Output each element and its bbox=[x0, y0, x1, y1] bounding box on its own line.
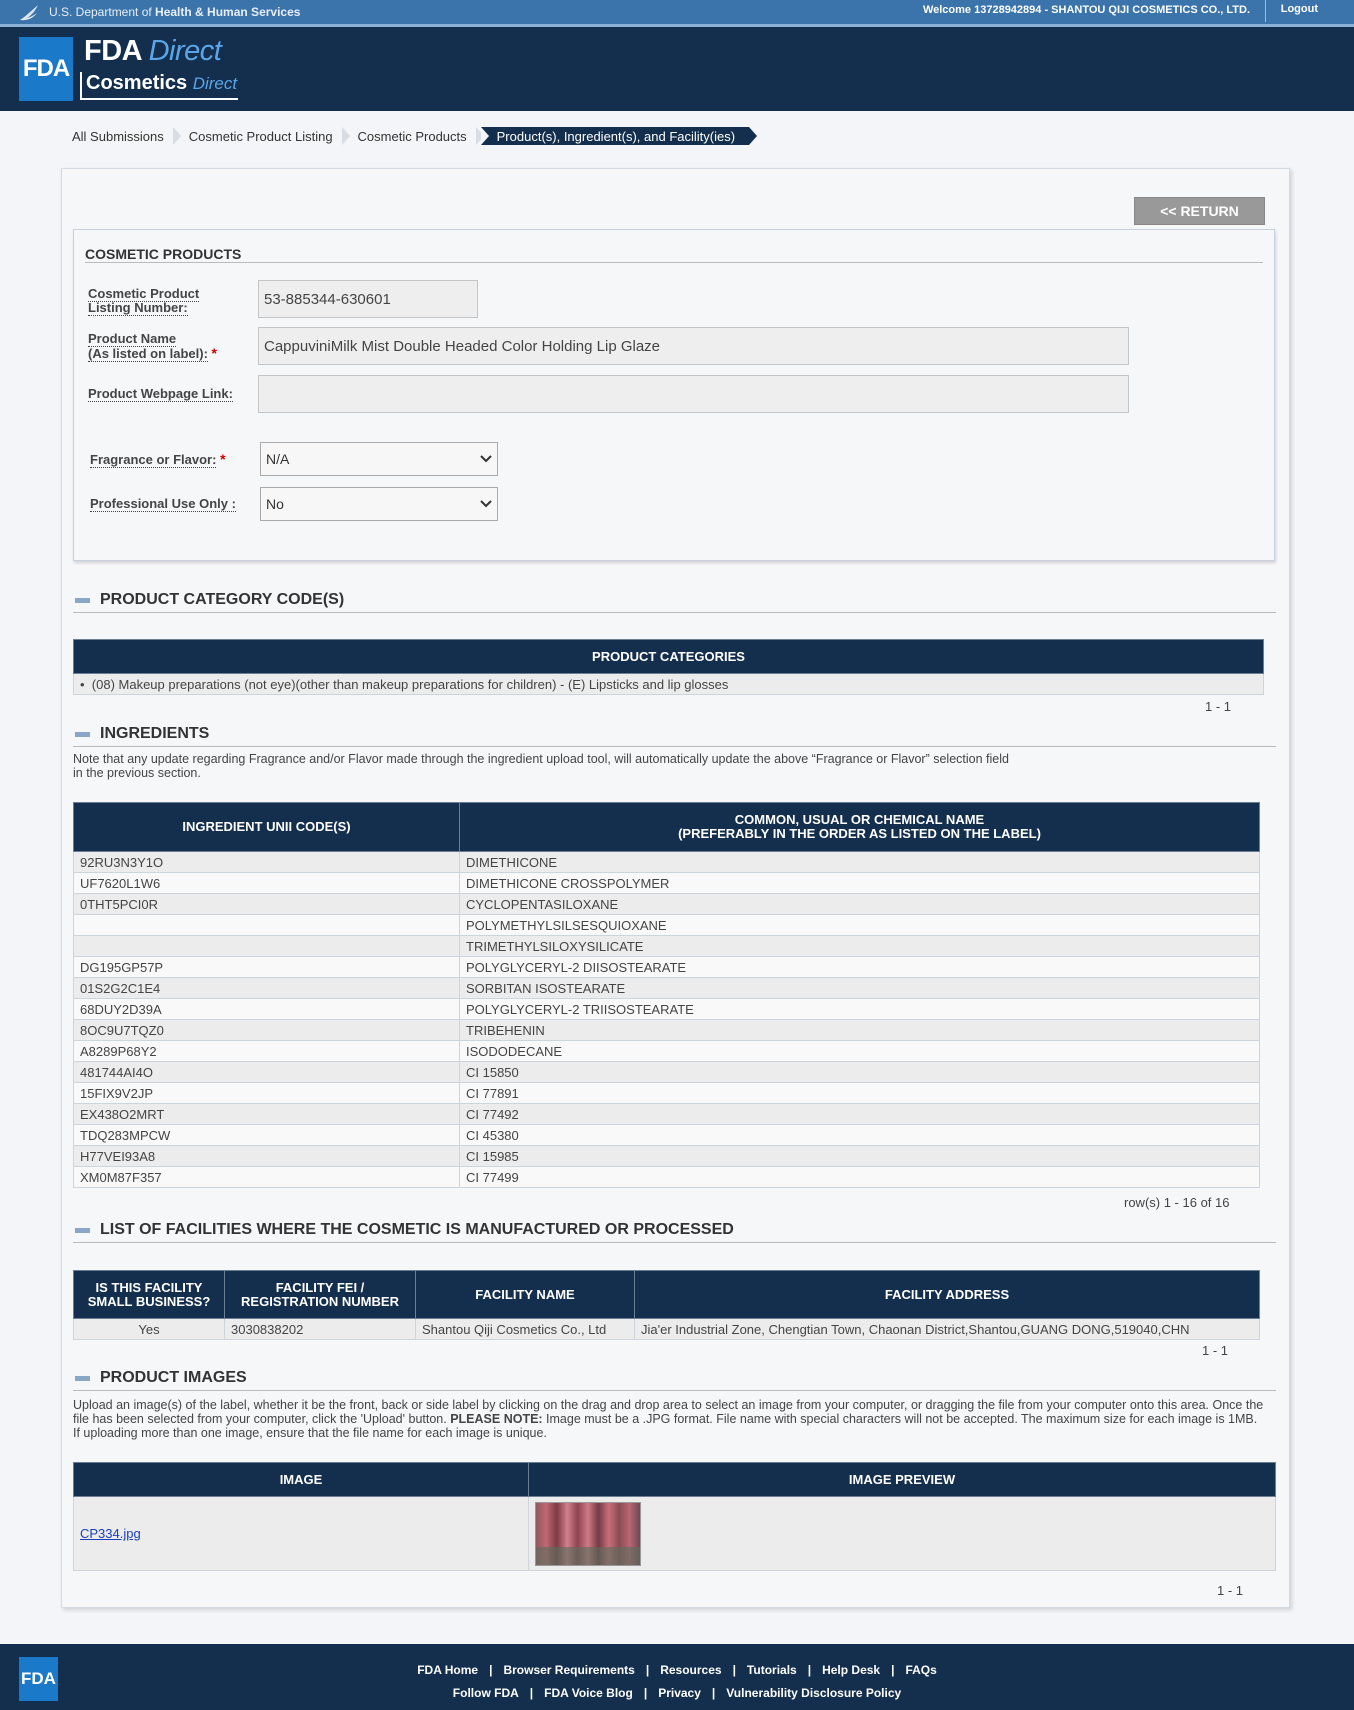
facility-address-header: FACILITY ADDRESS bbox=[635, 1271, 1260, 1319]
separator: | bbox=[807, 1663, 812, 1677]
footer-link-vulnerability-policy[interactable]: Vulnerability Disclosure Policy bbox=[726, 1686, 902, 1700]
unii-cell: 481744AI4O bbox=[74, 1062, 460, 1083]
ingredient-name-cell: CI 77499 bbox=[460, 1167, 1260, 1188]
unii-cell: 0THT5PCI0R bbox=[74, 894, 460, 915]
ingredient-name-cell: DIMETHICONE CROSSPOLYMER bbox=[460, 873, 1260, 894]
listing-number-label: Cosmetic Product Listing Number: bbox=[88, 286, 200, 315]
footer-link-browser-requirements[interactable]: Browser Requirements bbox=[503, 1663, 635, 1677]
separator: | bbox=[732, 1663, 736, 1677]
fei-header: FACILITY FEI / REGISTRATION NUMBER bbox=[225, 1271, 416, 1319]
table-row bbox=[74, 1146, 1260, 1167]
listing-number-field[interactable]: 53-885344-630601 bbox=[258, 280, 478, 318]
ingredients-note: Note that any update regarding Fragrance and/or Flavor made through the ingredient upload tool, will automatically update the above “Fragrance or Flavor” selection field in the previous section. bbox=[73, 752, 1009, 780]
separator: | bbox=[529, 1686, 534, 1700]
divider bbox=[73, 612, 1276, 613]
ingredients-table bbox=[73, 802, 1260, 1188]
facility-name-header: FACILITY NAME bbox=[416, 1271, 635, 1319]
welcome-text: Welcome 13728942894 - SHANTOU QIJI COSMETICS CO., LTD. bbox=[922, 4, 1250, 16]
logout-link[interactable]: Logout bbox=[1280, 3, 1318, 15]
unii-cell: UF7620L1W6 bbox=[74, 873, 460, 894]
image-file-cell bbox=[74, 1497, 529, 1571]
table-row bbox=[74, 1497, 1276, 1571]
unii-cell: XM0M87F357 bbox=[74, 1167, 460, 1188]
ingredient-name-cell: TRIMETHYLSILOXYSILICATE bbox=[460, 936, 1260, 957]
cosmetic-products-title: COSMETIC PRODUCTS bbox=[85, 246, 242, 262]
footer-fda-logo[interactable]: FDA bbox=[19, 1657, 58, 1701]
unii-cell: 8OC9U7TQZ0 bbox=[74, 1020, 460, 1041]
separator: | bbox=[645, 1663, 650, 1677]
unii-cell: 68DUY2D39A bbox=[74, 999, 460, 1020]
image-preview-cell bbox=[529, 1497, 1276, 1571]
professional-use-select[interactable]: No bbox=[260, 487, 498, 521]
product-name-label: Product Name (As listed on label): * bbox=[88, 331, 217, 361]
fragrance-select[interactable]: N/A bbox=[260, 442, 498, 476]
table-row bbox=[74, 957, 1260, 978]
crumb-cosmetic-product-listing[interactable]: Cosmetic Product Listing bbox=[178, 127, 347, 145]
table-row bbox=[74, 873, 1260, 894]
footer-link-fda-home[interactable]: FDA Home bbox=[417, 1663, 479, 1677]
category-section-header[interactable]: PRODUCT CATEGORY CODE(S) bbox=[75, 591, 344, 609]
images-table bbox=[73, 1462, 1276, 1571]
table-row bbox=[74, 936, 1260, 957]
fda-logo[interactable]: FDA bbox=[19, 37, 73, 101]
image-column-header: IMAGE bbox=[74, 1463, 529, 1497]
images-pager: 1 - 1 bbox=[1217, 1583, 1244, 1598]
unii-cell: 92RU3N3Y1O bbox=[74, 852, 460, 873]
unii-cell: H77VEI93A8 bbox=[74, 1146, 460, 1167]
table-row bbox=[74, 1062, 1260, 1083]
image-preview-thumbnail[interactable] bbox=[535, 1502, 641, 1566]
categories-pager: 1 - 1 bbox=[1205, 699, 1232, 714]
professional-use-label: Professional Use Only : bbox=[90, 496, 236, 511]
name-column-header: COMMON, USUAL OR CHEMICAL NAME (PREFERABLY IN THE ORDER AS LISTED ON THE LABEL) bbox=[460, 803, 1260, 852]
ingredient-name-cell: DIMETHICONE bbox=[460, 852, 1260, 873]
divider bbox=[1265, 0, 1266, 22]
table-row bbox=[74, 1104, 1260, 1125]
hhs-eagle-icon bbox=[18, 2, 42, 24]
fei-cell: 3030838202 bbox=[225, 1319, 416, 1340]
facilities-section-header[interactable]: LIST OF FACILITIES WHERE THE COSMETIC IS MANUFACTURED OR PROCESSED bbox=[75, 1221, 734, 1239]
divider bbox=[73, 1242, 1276, 1243]
divider bbox=[73, 1390, 1276, 1391]
footer-link-tutorials[interactable]: Tutorials bbox=[746, 1663, 797, 1677]
brand-header bbox=[0, 27, 1354, 111]
footer-links-row-2 bbox=[0, 1686, 1354, 1700]
table-row bbox=[74, 915, 1260, 936]
unii-cell bbox=[74, 936, 460, 957]
product-name-field[interactable]: CappuviniMilk Mist Double Headed Color Holding Lip Glaze bbox=[258, 327, 1129, 365]
return-button[interactable]: << RETURN bbox=[1134, 197, 1265, 225]
unii-cell: TDQ283MPCW bbox=[74, 1125, 460, 1146]
chevron-down-icon bbox=[480, 455, 492, 463]
unii-cell: 01S2G2C1E4 bbox=[74, 978, 460, 999]
images-section-header[interactable]: PRODUCT IMAGES bbox=[75, 1369, 247, 1387]
facility-address-cell: Jia'er Industrial Zone, Chengtian Town, Chaonan District,Shantou,GUANG DONG,519040,CHN bbox=[635, 1319, 1260, 1340]
unii-cell: EX438O2MRT bbox=[74, 1104, 460, 1125]
ingredient-name-cell: POLYGLYCERYL-2 DIISOSTEARATE bbox=[460, 957, 1260, 978]
facility-name-cell: Shantou Qiji Cosmetics Co., Ltd bbox=[416, 1319, 635, 1340]
ingredient-name-cell: TRIBEHENIN bbox=[460, 1020, 1260, 1041]
ingredient-name-cell: POLYGLYCERYL-2 TRIISOSTEARATE bbox=[460, 999, 1260, 1020]
category-item: • (08) Makeup preparations (not eye)(other than makeup preparations for children) - (E) Lipsticks and lip glosses bbox=[74, 674, 1264, 695]
ingredient-name-cell: ISODODECANE bbox=[460, 1041, 1260, 1062]
footer-link-voice-blog[interactable]: FDA Voice Blog bbox=[544, 1686, 633, 1700]
chevron-down-icon bbox=[480, 500, 492, 508]
table-row bbox=[74, 852, 1260, 873]
image-file-link[interactable]: CP334.jpg bbox=[80, 1526, 141, 1541]
ingredient-name-cell: POLYMETHYLSILSESQUIOXANE bbox=[460, 915, 1260, 936]
footer-link-follow-fda[interactable]: Follow FDA bbox=[452, 1686, 519, 1700]
small-business-header: IS THIS FACILITY SMALL BUSINESS? bbox=[74, 1271, 225, 1319]
main-card bbox=[61, 168, 1290, 1608]
collapse-icon[interactable] bbox=[75, 1228, 90, 1233]
collapse-icon[interactable] bbox=[75, 598, 90, 603]
cosmetics-direct-title: Cosmetics Direct bbox=[80, 72, 238, 100]
table-row bbox=[74, 1041, 1260, 1062]
footer-links-row-1 bbox=[0, 1663, 1354, 1677]
table-row bbox=[74, 1020, 1260, 1041]
table-row bbox=[74, 999, 1260, 1020]
table-row bbox=[74, 1319, 1260, 1340]
facilities-pager: 1 - 1 bbox=[1202, 1343, 1229, 1358]
separator: | bbox=[489, 1663, 493, 1677]
fragrance-label: Fragrance or Flavor: * bbox=[90, 451, 226, 467]
footer-link-privacy[interactable]: Privacy bbox=[658, 1686, 701, 1700]
small-business-cell: Yes bbox=[74, 1319, 225, 1340]
unii-cell: A8289P68Y2 bbox=[74, 1041, 460, 1062]
dept-name[interactable]: U.S. Department of Health & Human Services bbox=[49, 5, 301, 19]
table-row bbox=[74, 1167, 1260, 1188]
unii-column-header: INGREDIENT UNII CODE(S) bbox=[74, 803, 460, 852]
unii-cell: DG195GP57P bbox=[74, 957, 460, 978]
separator: | bbox=[643, 1686, 648, 1700]
categories-header: PRODUCT CATEGORIES bbox=[74, 640, 1264, 674]
crumb-cosmetic-products[interactable]: Cosmetic Products bbox=[347, 127, 481, 145]
webpage-link-field[interactable] bbox=[258, 375, 1129, 413]
footer-link-help-desk[interactable]: Help Desk bbox=[822, 1663, 881, 1677]
separator: | bbox=[891, 1663, 895, 1677]
preview-column-header: IMAGE PREVIEW bbox=[529, 1463, 1276, 1497]
breadcrumb bbox=[61, 127, 749, 145]
categories-table bbox=[73, 639, 1264, 695]
ingredients-section-header[interactable]: INGREDIENTS bbox=[75, 725, 209, 743]
footer-link-resources[interactable]: Resources bbox=[660, 1663, 722, 1677]
crumb-current: Product(s), Ingredient(s), and Facility(ies) bbox=[481, 127, 749, 145]
table-row bbox=[74, 894, 1260, 915]
ingredient-name-cell: CI 45380 bbox=[460, 1125, 1260, 1146]
ingredient-name-cell: CI 15850 bbox=[460, 1062, 1260, 1083]
separator: | bbox=[711, 1686, 716, 1700]
images-note: Upload an image(s) of the label, whether it be the front, back or side label by clicking on the drag and drop area to select an image from your computer, or dragging the file from your computer onto this area. Once the file has been selected from your computer, click the 'Upload' button. PLEASE NOTE: Image must be a .JPG format. File name with special characters will not be accepted. The maximum size for each image is 1MB. If uploading more than one image, ensure that the file name for each image is unique. bbox=[73, 1398, 1264, 1440]
collapse-icon[interactable] bbox=[75, 732, 90, 737]
cosmetic-products-panel bbox=[73, 229, 1275, 561]
webpage-link-label: Product Webpage Link: bbox=[88, 386, 233, 401]
unii-cell bbox=[74, 915, 460, 936]
ingredients-pager: row(s) 1 - 16 of 16 bbox=[1124, 1195, 1230, 1210]
table-row bbox=[74, 1083, 1260, 1104]
table-row bbox=[74, 978, 1260, 999]
footer-link-faqs[interactable]: FAQs bbox=[905, 1663, 937, 1677]
ingredient-name-cell: CYCLOPENTASILOXANE bbox=[460, 894, 1260, 915]
ingredient-name-cell: CI 77492 bbox=[460, 1104, 1260, 1125]
facilities-table bbox=[73, 1270, 1260, 1340]
divider bbox=[73, 746, 1276, 747]
footer bbox=[0, 1644, 1354, 1710]
crumb-all-submissions[interactable]: All Submissions bbox=[61, 127, 178, 145]
table-row bbox=[74, 1125, 1260, 1146]
ingredient-name-cell: CI 77891 bbox=[460, 1083, 1260, 1104]
fda-direct-title: FDA Direct bbox=[84, 35, 222, 67]
unii-cell: 15FIX9V2JP bbox=[74, 1083, 460, 1104]
divider bbox=[85, 262, 1263, 263]
hhs-bar bbox=[0, 0, 1354, 27]
ingredient-name-cell: CI 15985 bbox=[460, 1146, 1260, 1167]
collapse-icon[interactable] bbox=[75, 1376, 90, 1381]
ingredient-name-cell: SORBITAN ISOSTEARATE bbox=[460, 978, 1260, 999]
